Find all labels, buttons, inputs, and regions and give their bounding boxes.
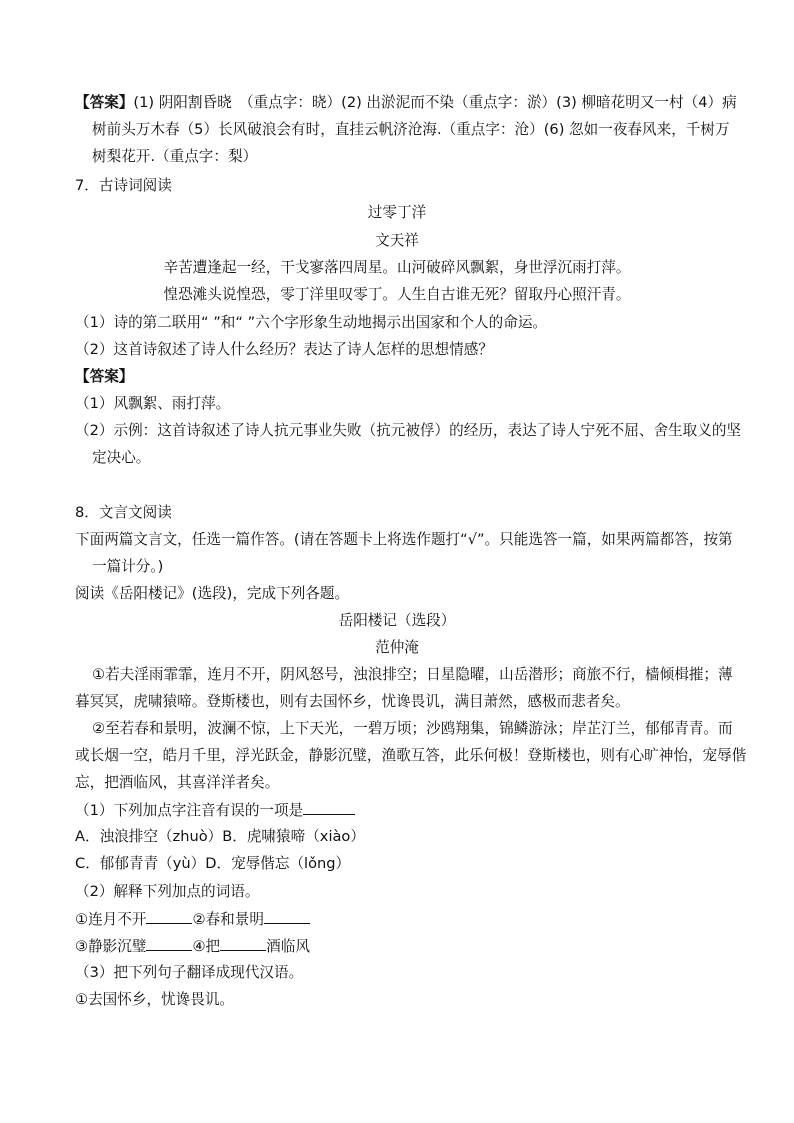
passage-para-2-line-2: 或长烟一空，皓月千里，浮光跃金，静影沉璧，渔歌互答，此乐何极！登斯楼也，则有心旷神怡，宠辱偕: [75, 747, 747, 764]
q7-answer-2-line-2: 定决心。: [92, 449, 151, 466]
term-1-blank[interactable]: [146, 909, 192, 924]
term-1: ①连月不开: [75, 911, 147, 928]
q7-question-2: （2）这首诗叙述了诗人什么经历？表达了诗人怎样的思想情感？: [75, 341, 493, 358]
sub-question-1-options-ab: A．浊浪排空（zhuò）B．虎啸猿啼（xiào）: [75, 828, 365, 845]
q6-answer-text-1: (1) 阴阳割昏晓 （重点字：晓）(2) 出淤泥而不染（重点字：淤）(3) 柳暗花明又一村（4）病: [133, 94, 737, 111]
poem-title: 过零丁洋: [367, 204, 427, 221]
term-4-prefix: ④把: [192, 938, 221, 955]
term-4-blank[interactable]: [220, 936, 266, 951]
passage-author: 范仲淹: [375, 639, 419, 656]
q6-answer-line-3: 树梨花开.（重点字：梨）: [92, 148, 258, 165]
term-3-blank[interactable]: [146, 936, 192, 951]
q8-instruction-line-2: 一篇计分。): [92, 558, 164, 575]
poem-line-2: 惶恐滩头说惶恐，零丁洋里叹零丁。人生自古谁无死？留取丹心照汗青。: [163, 286, 631, 303]
term-2: ②春和景明: [192, 911, 264, 928]
sub-question-3: （3）把下列句子翻译成现代汉语。: [75, 964, 304, 981]
poem-author: 文天祥: [375, 232, 419, 249]
q7-answer-1: （1）风飘絮、雨打萍。: [75, 395, 231, 412]
q7-answer-2-line-1: （2）示例：这首诗叙述了诗人抗元事业失败（抗元被俘）的经历，表达了诗人宁死不屈、舍生取义的坚: [75, 422, 742, 439]
passage-title: 岳阳楼记（选段）: [338, 612, 456, 629]
poem-line-1: 辛苦遭逢起一经，干戈寥落四周星。山河破碎风飘絮，身世浮沉雨打萍。: [163, 259, 631, 276]
passage-para-2-line-3: 忘，把酒临风，其喜洋洋者矣。: [75, 774, 280, 791]
answer-blank[interactable]: [303, 800, 355, 815]
q8-reading-prompt: 阅读《岳阳楼记》(选段)，完成下列各题。: [75, 585, 350, 602]
term-3: ③静影沉璧: [75, 938, 147, 955]
term-2-blank[interactable]: [264, 909, 310, 924]
q6-answer-line-2: 树前头万木春（5）长风破浪会有时，直挂云帆济沧海.（重点字：沧）(6) 忽如一夜春风来，千树万: [92, 121, 730, 138]
sub-question-2: （2）解释下列加点的词语。: [75, 883, 260, 900]
q7-question-1: （1）诗的第二联用“ ”和“ ”六个字形象生动地揭示出国家和个人的命运。: [75, 314, 548, 331]
q6-answer-line-1: [75, 93, 737, 113]
q7-heading: 7．古诗词阅读: [75, 177, 172, 194]
passage-para-2-line-1: ②至若春和景明，波澜不惊，上下天光，一碧万顷；沙鸥翔集，锦鳞游泳；岸芷汀兰，郁郁青青。而: [92, 720, 733, 737]
q6-answer-label: 【答案】: [75, 94, 134, 111]
q8-instruction-line-1: 下面两篇文言文，任选一篇作答。(请在答题卡上将选作题打“√”。只能选答一篇，如果两篇都答，按第: [75, 531, 733, 548]
sub-question-3-item-1: ①去国怀乡，忧谗畏讥。: [75, 991, 235, 1008]
sub-question-1-options-cd: C．郁郁青青（yù）D．宠辱偕忘（lǒng）: [75, 855, 351, 872]
sub-question-2-row-2: [75, 936, 310, 957]
passage-para-1-line-2: 暮冥冥，虎啸猿啼。登斯楼也，则有去国怀乡，忧谗畏讥，满目萧然，感极而悲者矣。: [75, 693, 630, 710]
sub-question-1-text: （1）下列加点字注音有误的一项是: [75, 802, 304, 819]
q7-answer-label: 【答案】: [75, 368, 134, 385]
term-4-suffix: 酒临风: [266, 938, 310, 955]
sub-question-2-row-1: [75, 909, 310, 930]
q8-heading: 8．文言文阅读: [75, 504, 172, 521]
passage-para-1-line-1: ①若夫淫雨霏霏，连月不开，阴风怒号，浊浪排空；日星隐曜，山岳潜形；商旅不行，樯倾楫摧；薄: [92, 666, 733, 683]
sub-question-1: [75, 800, 355, 821]
